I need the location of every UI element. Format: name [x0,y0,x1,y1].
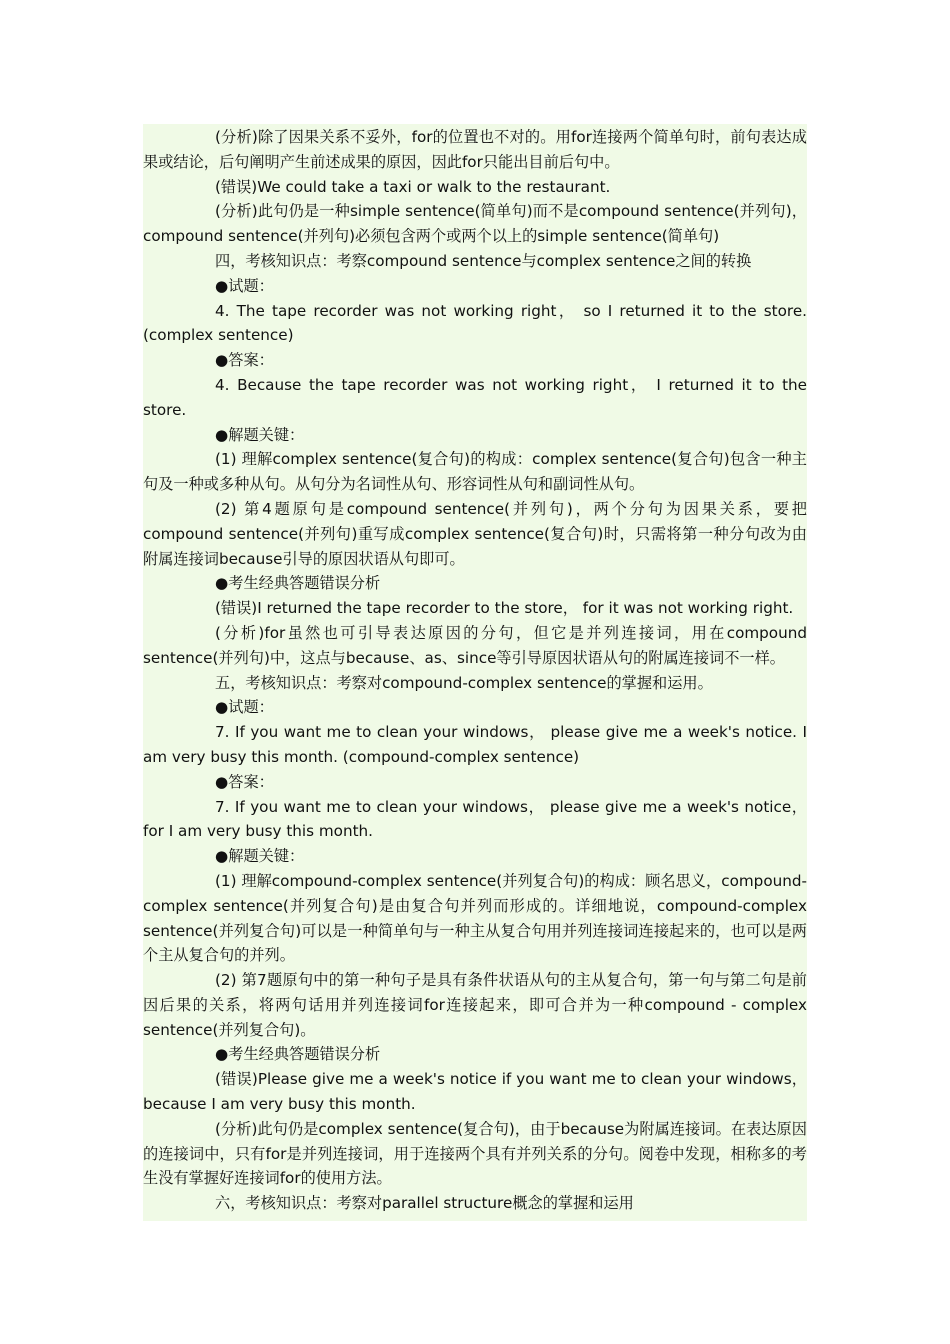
paragraph: (2) 第7题原句中的第一种句子是具有条件状语从句的主从复合句，第一句与第二句是前因后果的关系，将两句话用并列连接词for连接起来，即可合并为一种compound - complex sentence(并列复合句)。 [143,971,807,1039]
paragraph: ●考生经典答题错误分析 [215,574,381,593]
paragraph: 4. Because the tape recorder was not working right， I returned it to the store. [143,375,807,419]
paragraph: ●考生经典答题错误分析 [215,1045,381,1064]
paragraph: (错误)I returned the tape recorder to the store， for it was not working right. [215,599,794,618]
paragraph: ●试题： [215,698,274,717]
paragraph: (1) 理解compound-complex sentence(并列复合句)的构成：顾名思义，compound-complex sentence(并列复合句)是由复合句并列而形成的。详细地说，compound-complex sentence(并列复合句)可以是一种简单句与一种主从复合句用并列连接词连接起来的，也可以是两个主从复合句的并列。 [143,871,807,965]
paragraph: (分析)此句仍是complex sentence(复合句)，由于because为附属连接词。在表达原因的连接词中，只有for是并列连接词，用于连接两个具有并列关系的分句。阅卷中发现，相称多的考生没有掌握好连接词for的使用方法。 [143,1119,807,1188]
paragraph: ●答案： [215,351,274,370]
paragraph: (错误)Please give me a week's notice if you want me to clean your windows，because I am very busy this month. [143,1070,807,1114]
section-heading: 四，考核知识点：考察compound sentence与complex sentence之间的转换 [215,251,752,270]
paragraph: (分析)除了因果关系不妥外，for的位置也不对的。用for连接两个简单句时，前句表达成果或结论，后句阐明产生前述成果的原因，因此for只能出目前后句中。 [143,128,807,171]
paragraph: ●解题关键： [215,425,305,444]
section-heading: 六，考核知识点：考察对parallel structure概念的掌握和运用 [215,1194,634,1213]
paragraph: ●解题关键： [215,847,305,866]
paragraph: (1) 理解complex sentence(复合句)的构成：complex sentence(复合句)包含一种主句及一种或多种从句。从句分为名词性从句、形容词性从句和副词性从句。 [143,450,807,494]
paragraph: (分析)此句仍是一种simple sentence(简单句)而不是compound sentence(并列句)，compound sentence(并列句)必须包含两个或两个以上的simple sentence(简单句) [143,202,807,246]
paragraph: (错误)We could take a taxi or walk to the restaurant. [215,177,611,196]
section-heading: 五，考核知识点：考察对compound-complex sentence的掌握和运用。 [215,673,713,692]
paragraph: 4. The tape recorder was not working right， so I returned it to the store. (complex sentence) [143,301,807,345]
paragraph: ●试题： [215,276,274,295]
paragraph: (2) 第4题原句是compound sentence(并列句)，两个分句为因果关系，要把compound sentence(并列句)重写成complex sentence(复合句)时，只需将第一种分句改为由附属连接词because引导的原因状语从句即可。 [143,499,807,568]
document-body [143,124,807,1221]
paragraph: ●答案： [215,772,274,791]
paragraph: 7. If you want me to clean your windows， please give me a week's notice，for I am very busy this month. [143,797,807,841]
paragraph: 7. If you want me to clean your windows， please give me a week's notice. I am very busy this month. (compound-complex sentence) [143,723,807,766]
paragraph: (分析)for虽然也可引导表达原因的分句，但它是并列连接词，用在compound sentence(并列句)中，这点与because、as、since等引导原因状语从句的附属连接词不一样。 [143,623,807,667]
